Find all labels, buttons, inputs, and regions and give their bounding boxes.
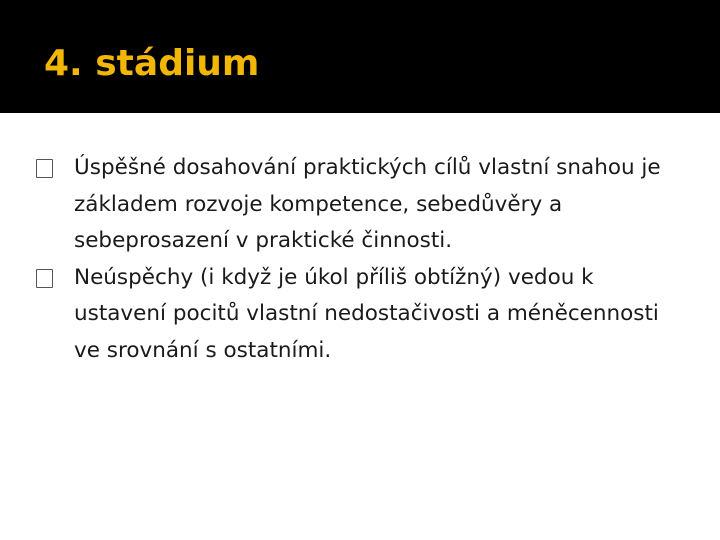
- slide-title: 4. stádium: [44, 43, 260, 84]
- title-bar: [0, 0, 720, 113]
- bullet-item: [36, 150, 686, 260]
- slide-content: [36, 150, 686, 369]
- bullet-item: [36, 260, 686, 370]
- bullet-text: Neúspěchy (i když je úkol příliš obtížný) vedou k ustavení pocitů vlastní nedostačivosti a méněcennosti ve srovnání s ostatními.: [74, 264, 659, 363]
- bullet-text: Úspěšné dosahování praktických cílů vlastní snahou je základem rozvoje kompetence, sebedůvěry a sebeprosazení v praktické činnosti.: [74, 155, 661, 253]
- missing-glyph-box-icon: [36, 269, 53, 288]
- missing-glyph-box-icon: [36, 159, 53, 178]
